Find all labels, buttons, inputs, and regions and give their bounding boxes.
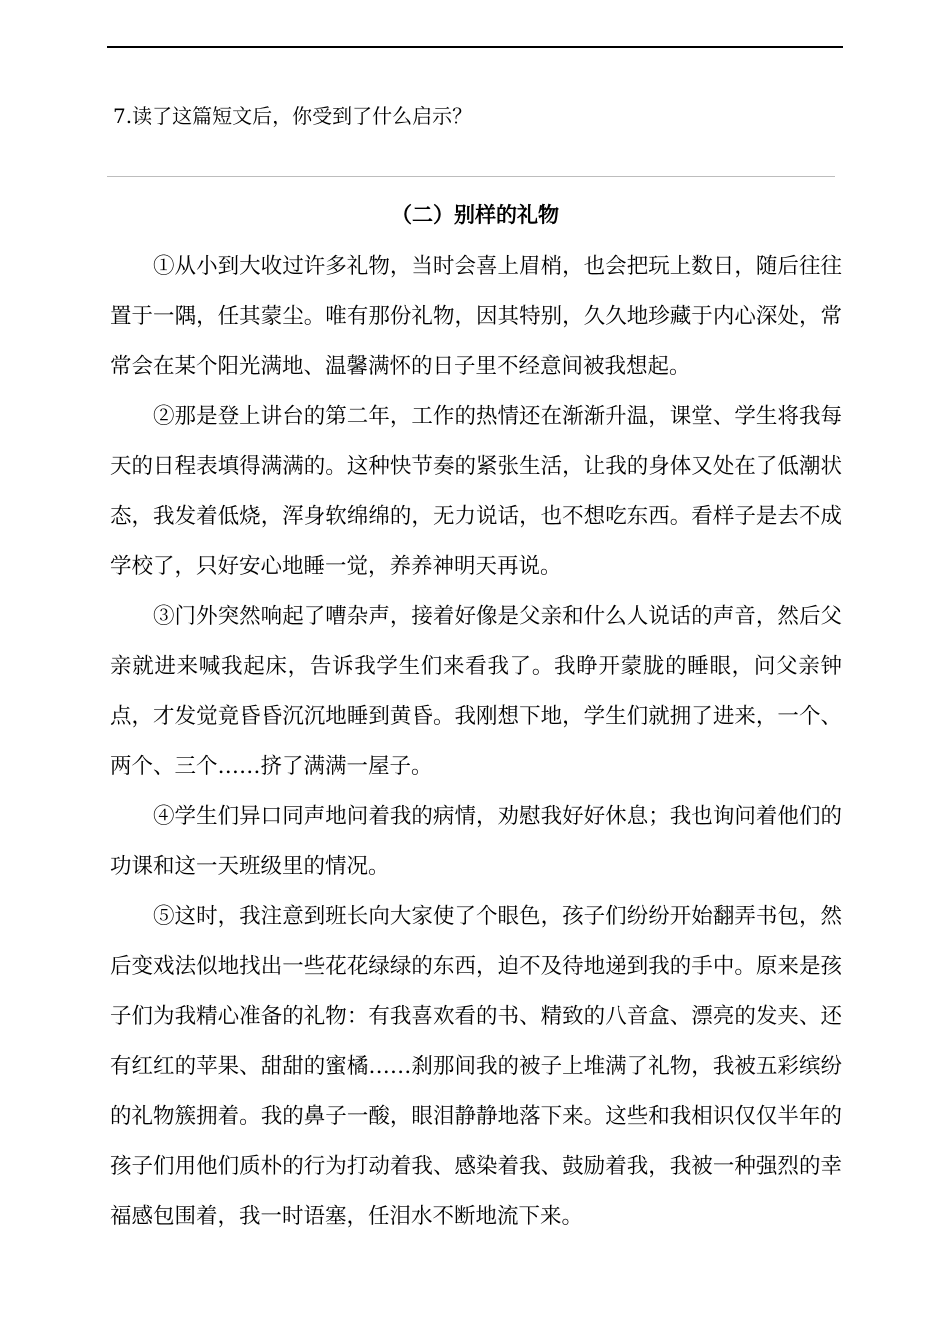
answer-line xyxy=(107,176,835,177)
paragraph-3: ③门外突然响起了嘈杂声，接着好像是父亲和什么人说话的声音，然后父亲就进来喊我起床，告诉我学生们来看我了。我睁开蒙胧的睡眼，问父亲钟点，才发觉竟昏昏沉沉地睡到黄昏。我刚想下地，学生们就拥了进来，一个、两个、三个……挤了满满一屋子。 xyxy=(110,604,842,779)
paragraph-2: ②那是登上讲台的第二年，工作的热情还在渐渐升温，课堂、学生将我每天的日程表填得满满的。这种快节奏的紧张生活，让我的身体又处在了低潮状态，我发着低烧，浑身软绵绵的，无力说话，也不想吃东西。看样子是去不成学校了，只好安心地睡一觉，养养神明天再说。 xyxy=(110,404,842,579)
header-rule xyxy=(107,46,843,48)
section-title: （二）别样的礼物 xyxy=(391,202,559,227)
question-7: 7.读了这篇短文后，你受到了什么启示？ xyxy=(113,104,473,128)
paragraph-1: ①从小到大收过许多礼物，当时会喜上眉梢，也会把玩上数日，随后往往置于一隅，任其蒙尘。唯有那份礼物，因其特别，久久地珍藏于内心深处，常常会在某个阳光满地、温馨满怀的日子里不经意间被我想起。 xyxy=(110,254,842,379)
passage xyxy=(110,242,842,1242)
paragraph-4: ④学生们异口同声地问着我的病情，劝慰我好好休息；我也询问着他们的功课和这一天班级里的情况。 xyxy=(110,804,842,879)
paragraph-5: ⑤这时，我注意到班长向大家使了个眼色，孩子们纷纷开始翻弄书包，然后变戏法似地找出一些花花绿绿的东西，迫不及待地递到我的手中。原来是孩子们为我精心准备的礼物：有我喜欢看的书、精致的八音盒、漂亮的发夹、还有红红的苹果、甜甜的蜜橘……刹那间我的被子上堆满了礼物，我被五彩缤纷的礼物簇拥着。我的鼻子一酸，眼泪静静地落下来。这些和我相识仅仅半年的孩子们用他们质朴的行为打动着我、感染着我、鼓励着我，我被一种强烈的幸福感包围着，我一时语塞，任泪水不断地流下来。 xyxy=(110,904,842,1229)
